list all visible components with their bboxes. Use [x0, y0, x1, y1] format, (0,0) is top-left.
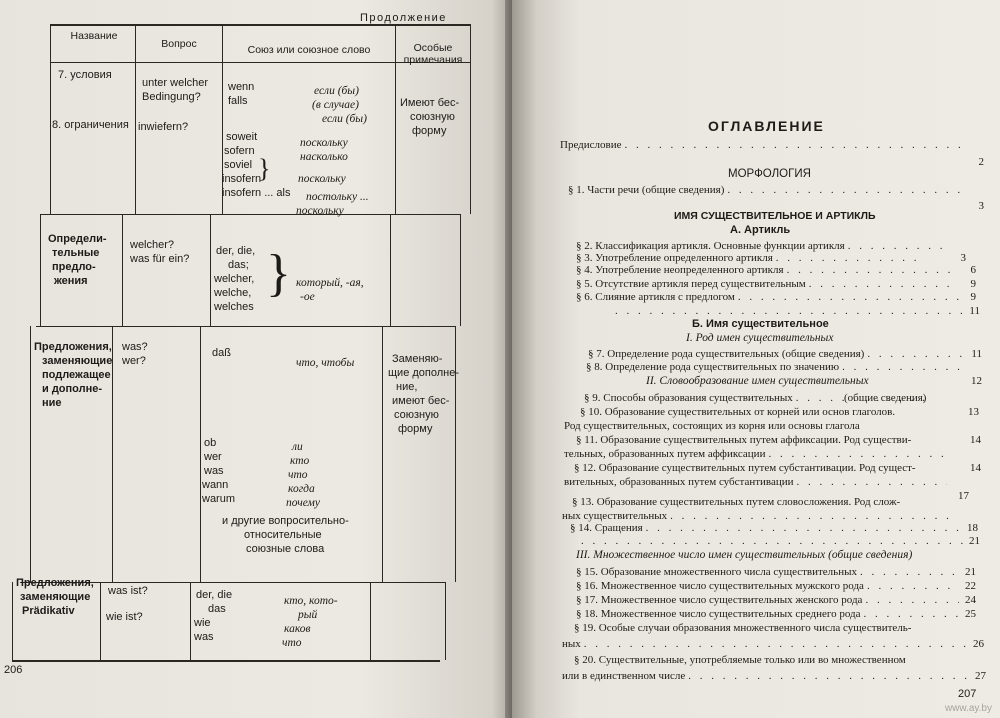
table-col-line [135, 24, 136, 214]
toc-entry: § 7. Определение рода существительных (общие сведения) . . . 11 [588, 348, 982, 361]
table-row-divider [40, 214, 460, 215]
row3-note: щие дополне- [388, 367, 460, 379]
toc-page: 12 [971, 375, 982, 387]
row3-ru: что, чтобы [296, 357, 355, 369]
row1-ru: поскольку [298, 173, 346, 185]
toc-section-heading: Б. Имя существительное [692, 318, 829, 330]
row2-de: der, die, [216, 245, 256, 257]
toc-line: § 11. Образование существительных путем аффиксации. Род существи- [576, 434, 912, 446]
row3-note: Заменяю- [392, 353, 443, 365]
page-number-left: 206 [4, 664, 23, 676]
row3-ru: ли [292, 441, 303, 453]
row1-note: Имеют бес- [400, 97, 460, 109]
row3-de: daß [212, 347, 231, 359]
table-col-line [370, 582, 371, 660]
row3-de: ob [204, 437, 217, 449]
watermark: www.ay.by [944, 703, 992, 714]
toc-section-heading: А. Артикль [730, 224, 791, 236]
row2-de: welches [214, 301, 254, 313]
row2-name: жения [54, 275, 88, 287]
row1-ru: если (бы) [314, 85, 359, 97]
row3-name: Предложения, [34, 341, 112, 353]
row2-de: welche, [214, 287, 252, 299]
table-col-line [30, 326, 31, 582]
toc-line: § 12. Образование существительных путем субстантивации. Род сущест- [574, 462, 916, 474]
toc-page: 17 [958, 490, 969, 502]
toc-entry: Предисловие . . . [560, 139, 984, 152]
table-col-line [382, 326, 383, 582]
row1-de: soviel [224, 159, 253, 171]
toc-line: § 20. Существительные, употребляемые только или во множественном [574, 654, 906, 666]
row2-ru: который, -ая, [296, 277, 364, 289]
table-border-bottom [12, 660, 440, 662]
row1-de: sofern [224, 145, 255, 157]
row4-de: der, die [196, 589, 233, 601]
table-col-line [50, 24, 51, 214]
row3-name: и дополне- [42, 383, 103, 395]
row2-question: welcher? [130, 239, 175, 251]
row1-de: insofern ... als [222, 187, 291, 199]
row3-name: подлежащее [42, 369, 111, 381]
row3-de: wer [204, 451, 222, 463]
row1-de: insofern [222, 173, 262, 185]
toc-page: 2 [978, 156, 984, 168]
row1-question: inwiefern? [138, 121, 189, 133]
row4-de: wie [194, 617, 211, 629]
toc-entry: ных существительных . . . [562, 510, 970, 523]
toc-line: § 10. Образование существительных от корней или основ глаголов. [580, 406, 896, 418]
row3-note: имеют бес- [392, 395, 450, 407]
row1-ru: поскольку [296, 205, 344, 217]
row3-others: и другие вопросительно- [222, 515, 349, 527]
row1-name-a: 7. условия [58, 69, 112, 81]
right-page [512, 0, 1000, 718]
row1-ru: постольку ... [306, 191, 369, 203]
toc-entry: § 2. Классификация артикля. Основные функции артикля . . . [576, 240, 966, 253]
row2-name: тельные [52, 247, 100, 259]
toc-entry: § 1. Части речи (общие сведения) . . . [568, 184, 984, 197]
row3-ru: почему [286, 497, 320, 509]
row4-de: das [208, 603, 226, 615]
header-question: Вопрос [161, 38, 197, 50]
toc-line: Род существительных, состоящих из корня или основы глагола [564, 420, 860, 432]
toc-page: 14 [970, 434, 981, 446]
toc-entry: § 3. Употребление определенного артикля . . . [576, 252, 942, 265]
row1-question: unter welcher [142, 77, 209, 89]
row4-name: Предложения, [16, 577, 94, 589]
toc-entry: § 6. Слияние артикля с предлогом . . . 9 [576, 291, 976, 304]
brace: } [258, 154, 271, 183]
toc-entry: § 8. Определение рода существительных по значению . . . [586, 361, 984, 374]
row1-ru: (в случае) [312, 99, 359, 111]
row1-de: soweit [226, 131, 258, 143]
toc-entry: тельных, образованных путем аффиксации . . . [564, 448, 964, 461]
toc-entry: § 9. Способы образования существительных . . . [584, 392, 946, 405]
table-col-line [390, 214, 391, 326]
toc-entry: . . . 11 [612, 305, 980, 318]
table-row-divider [36, 326, 456, 327]
page-number-right: 207 [958, 688, 977, 700]
row1-de: falls [228, 95, 248, 107]
row2-name: Определи- [48, 233, 107, 245]
row3-note: ние, [396, 381, 418, 393]
row1-ru: поскольку [300, 137, 348, 149]
table-col-line [12, 582, 13, 660]
toc-entry: § 17. Множественное число существительных женского рода . . . 24 [576, 594, 976, 607]
row3-de: was [204, 465, 224, 477]
toc-line: § 13. Образование существительных путем словосложения. Род слож- [572, 496, 901, 508]
row3-ru: когда [288, 483, 315, 495]
toc-entry: ных . . . 26 [562, 638, 984, 651]
row4-name: заменяющие [20, 591, 91, 603]
table-col-line [395, 24, 396, 214]
row3-ru: кто [290, 455, 310, 467]
toc-title: ОГЛАВЛЕНИЕ [708, 118, 825, 134]
continuation-label: Продолжение [360, 12, 447, 24]
row4-ru: кто, кото- [284, 595, 338, 607]
toc-page: 13 [968, 406, 979, 418]
toc-entry: § 16. Множественное число существительных мужского рода . . . 22 [576, 580, 976, 593]
table-col-line [210, 214, 211, 326]
table-col-line [460, 214, 461, 326]
toc-page: 14 [970, 462, 981, 474]
row3-ru: что [288, 469, 308, 481]
row4-question: wie ist? [106, 611, 143, 623]
header-notes: Особые примечания [403, 42, 463, 66]
row1-question: Bedingung? [142, 91, 201, 103]
toc-line: (общие сведения) [844, 392, 927, 404]
row1-ru: если (бы) [322, 113, 367, 125]
row1-ru: насколько [300, 151, 348, 163]
toc-section-heading: МОРФОЛОГИЯ [728, 168, 811, 180]
toc-page: 3 [978, 200, 984, 212]
header-conjunction: Союз или союзное слово [247, 44, 371, 56]
row2-ru: -ое [300, 291, 315, 303]
toc-subheading: I. Род имен существительных [686, 332, 834, 344]
toc-entry: или в единственном числе . . . 27 [562, 670, 986, 683]
header-name: Название [70, 30, 118, 42]
table-border-top [50, 24, 470, 26]
toc-entry: § 4. Употребление неопределенного артикля . . . 6 [576, 264, 976, 277]
row4-ru: каков [284, 623, 311, 635]
toc-page: 3 [960, 252, 966, 264]
table-col-line [40, 214, 41, 326]
toc-entry: . . . 21 [578, 535, 980, 548]
table-col-line [100, 582, 101, 660]
toc-entry: § 14. Сращения . . . 18 [570, 522, 978, 535]
table-col-line [470, 24, 471, 214]
brace: } [266, 245, 291, 302]
row3-note: форму [398, 423, 433, 435]
row3-de: warum [202, 493, 236, 505]
row3-question: wer? [122, 355, 146, 367]
row2-question: was für ein? [130, 253, 190, 265]
row2-name: предло- [52, 261, 96, 273]
row1-note: форму [412, 125, 447, 137]
toc-entry: § 15. Образование множественного числа существительных . . . 21 [576, 566, 976, 579]
row3-question: was? [122, 341, 148, 353]
toc-section-heading: ИМЯ СУЩЕСТВИТЕЛЬНОЕ И АРТИКЛЬ [674, 210, 876, 222]
row4-question: was ist? [108, 585, 148, 597]
row1-note: союзную [410, 111, 455, 123]
row2-de: welcher, [214, 273, 255, 285]
row3-de: wann [202, 479, 229, 491]
row1-name-b: 8. ограничения [52, 119, 129, 131]
toc-entry: вительных, образованных путем субстантивации . . . [564, 476, 964, 489]
row2-de: das; [228, 259, 249, 271]
row4-name: Prädikativ [22, 605, 75, 617]
row4-ru: что [282, 637, 302, 649]
row3-note: союзную [394, 409, 439, 421]
row1-de: wenn [228, 81, 255, 93]
row4-ru: рый [298, 609, 318, 621]
toc-subheading: III. Множественное число имен существительных (общие сведения) [576, 549, 913, 561]
table-col-line [190, 582, 191, 660]
row3-name: заменяющие [42, 355, 113, 367]
row3-others: относительные [244, 529, 322, 541]
row3-others: союзные слова [246, 543, 325, 555]
row4-de: was [194, 631, 214, 643]
toc-line: § 19. Особые случаи образования множественного числа существитель- [574, 622, 912, 634]
toc-entry: § 18. Множественное число существительных среднего рода . . . 25 [576, 608, 976, 621]
row3-name: ние [42, 397, 62, 409]
toc-entry: § 5. Отсутствие артикля перед существительным . . . 9 [576, 278, 976, 291]
table-col-line [122, 214, 123, 326]
table-col-line [455, 326, 456, 582]
table-col-line [200, 326, 201, 582]
table-col-line [445, 582, 446, 660]
toc-subheading: II. Словообразование имен существительных [646, 375, 869, 387]
